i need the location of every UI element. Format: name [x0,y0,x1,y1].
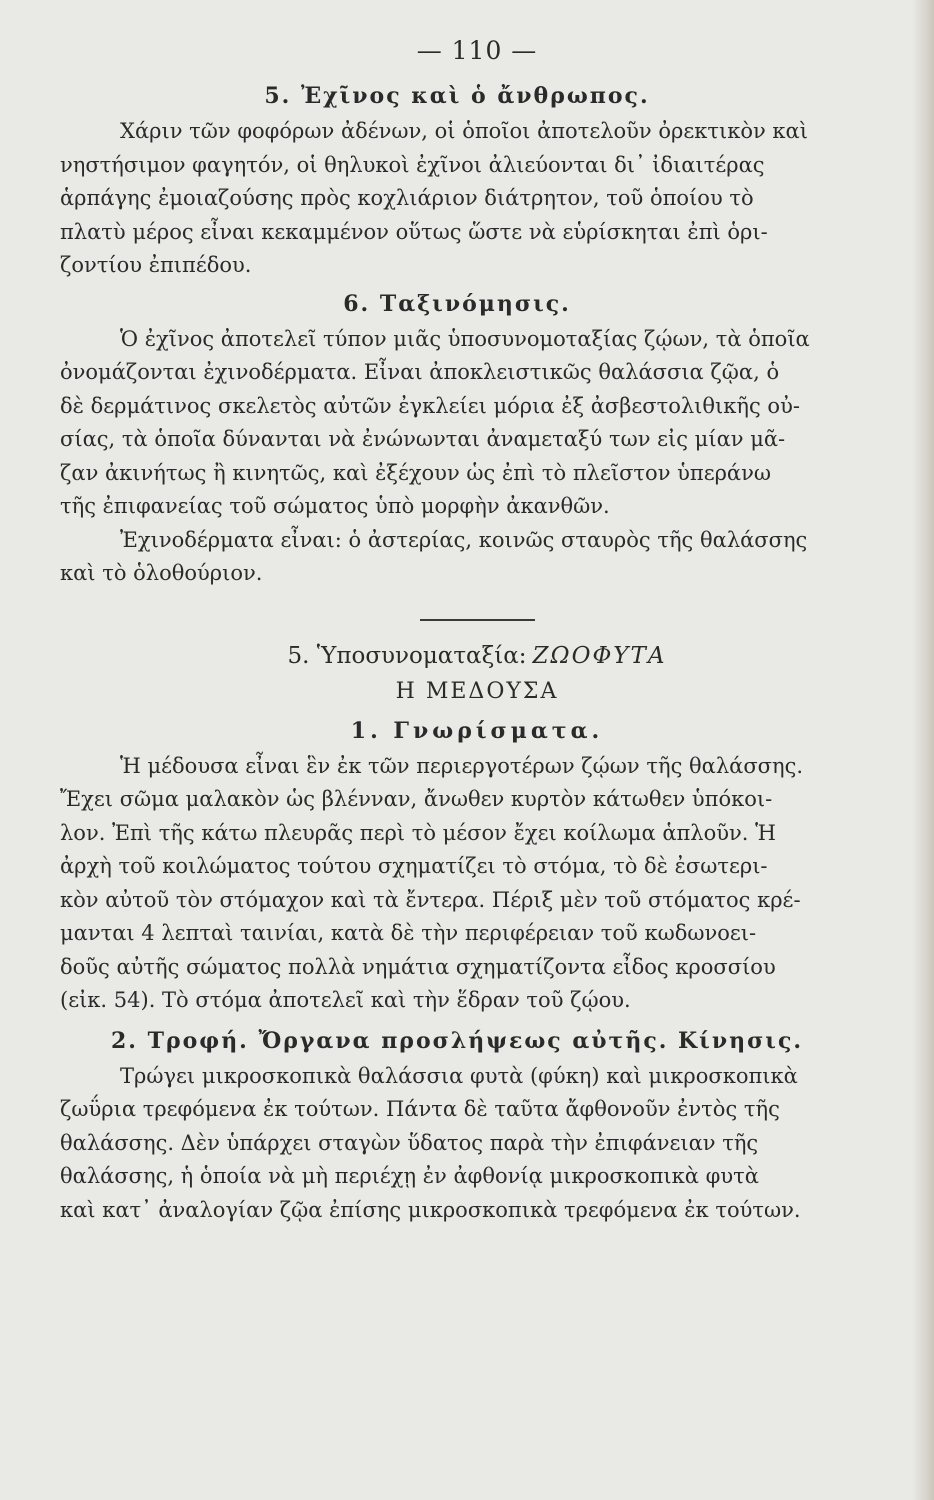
text-line: ζοντίου ἐπιπέδου. [60,253,252,277]
section-5-text [60,115,854,283]
text-line: Ἐχινοδέρματα εἶναι: ὁ ἀστερίας, κοινῶς σταυρὸς τῆς θαλάσσης [120,527,808,552]
text-line: ἁρπάγης ἐμοιαζούσης πρὸς κοχλιάριον διάτρητον, τοῦ ὁποίου τὸ [60,186,754,210]
section-6-heading: 6. Ταξινόμησις. [343,290,571,317]
text-line: Ἔχει σῶμα μαλακὸν ὡς βλένναν, ἄνωθεν κυρτὸν κάτωθεν ὑπόκοι- [60,787,773,811]
section-divider [420,619,535,621]
text-line: τῆς ἐπιφανείας τοῦ σώματος ὑπὸ μορφὴν ἀκανθῶν. [60,494,610,518]
text-line: κὸν αὐτοῦ τὸν στόμαχον καὶ τὰ ἔντερα. Πέριξ μὲν τοῦ στόματος κρέ- [60,887,801,912]
page-number: — 110 — [416,36,538,65]
text-line: Τρώγει μικροσκοπικὰ θαλάσσια φυτὰ (φύκη) καὶ μικροσκοπικὰ [120,1063,798,1088]
text-line: Χάριν τῶν φοφόρων ἀδένων, οἱ ὁποῖοι ἀποτελοῦν ὀρεκτικὸν καὶ [120,119,808,143]
medusa-heading-2: 2. Τροφή. Ὄργανα προσλήψεως αὐτῆς. Κίνησις. [110,1027,803,1054]
text-line: δὲ δερμάτινος σκελετὸς αὐτῶν ἐγκλείει μόρια ἐξ ἀσβεστολιθικῆς οὐ- [60,393,800,418]
medusa-text-2 [60,1060,854,1228]
text-line: ζαν ἀκινήτως ἢ κινητῶς, καὶ ἐξέχουν ὡς ἐπὶ τὸ πλεῖστον ὑπεράνω [60,460,771,485]
text-line: ὀνομάζονται ἐχινοδέρματα. Εἶναι ἀποκλειστικῶς θαλάσσια ζῷα, ὁ [60,360,780,384]
text-line: ἀρχὴ τοῦ κοιλώματος τούτου σχηματίζει τὸ στόμα, τὸ δὲ ἐσωτερι- [60,854,768,878]
medusa-heading-1: 1. Γνωρίσματα. [350,717,604,744]
text-line: λον. Ἐπὶ τῆς κάτω πλευρᾶς περὶ τὸ μέσον ἔχει κοίλωμα ἁπλοῦν. Ἡ [60,820,776,845]
subphylum-prefix: 5. Ὑποσυνοματαξία: [287,642,527,669]
subphylum-title [60,643,854,669]
medusa-text-1 [60,750,854,1018]
text-line: καὶ κατ᾽ ἀναλογίαν ζῷα ἐπίσης μικροσκοπικὰ τρεφόμενα ἐκ τούτων. [60,1197,801,1222]
chapter-title: Η ΜΕΔΟΥΣΑ [395,678,559,704]
subphylum-name: ΖΩΟΦΥΤΑ [532,642,667,669]
text-line: πλατὺ μέρος εἶναι κεκαμμένον οὕτως ὥστε νὰ εὑρίσκηται ἐπὶ ὁρι- [60,219,768,244]
text-line: ζωΰρια τρεφόμενα ἐκ τούτων. Πάντα δὲ ταῦτα ἄφθονοῦν ἐντὸς τῆς [60,1097,780,1121]
text-line: μανται 4 λεπταὶ ταινίαι, κατὰ δὲ τὴν περιφέρειαν τοῦ κωδωνοει- [60,921,757,945]
text-line: (εἰκ. 54). Τὸ στόμα ἀποτελεῖ καὶ τὴν ἕδραν τοῦ ζῴου. [60,988,631,1012]
text-line: νηστήσιμον φαγητόν, οἱ θηλυκοὶ ἐχῖνοι ἀλιεύονται δι᾽ ἰδιαιτέρας [60,152,765,177]
section-5-heading: 5. Ἐχῖνος καὶ ὁ ἄνθρωπος. [264,83,650,109]
text-line: σίας, τὰ ὁποῖα δύνανται νὰ ἐνώνωνται ἀναμεταξύ των εἰς μίαν μᾶ- [60,427,786,451]
text-line: θαλάσσης, ἡ ὁποία νὰ μὴ περιέχῃ ἐν ἀφθονίᾳ μικροσκοπικὰ φυτὰ [60,1164,759,1188]
text-line: Ὁ ἐχῖνος ἀποτελεῖ τύπον μιᾶς ὑποσυνομοταξίας ζῴων, τὰ ὁποῖα [120,326,810,351]
text-line: θαλάσσης. Δὲν ὑπάρχει σταγὼν ὕδατος παρὰ τὴν ἐπιφάνειαν τῆς [60,1130,759,1155]
text-line: Ἡ μέδουσα εἶναι ἓν ἐκ τῶν περιεργοτέρων ζῴων τῆς θαλάσσης. [120,753,804,778]
section-6-text [60,323,854,591]
text-line: δοῦς αὐτῆς σώματος πολλὰ νημάτια σχηματίζοντα εἶδος κροσσίου [60,954,776,979]
text-line: καὶ τὸ ὁλοθούριον. [60,561,263,585]
page-edge-shadow [912,0,934,1500]
